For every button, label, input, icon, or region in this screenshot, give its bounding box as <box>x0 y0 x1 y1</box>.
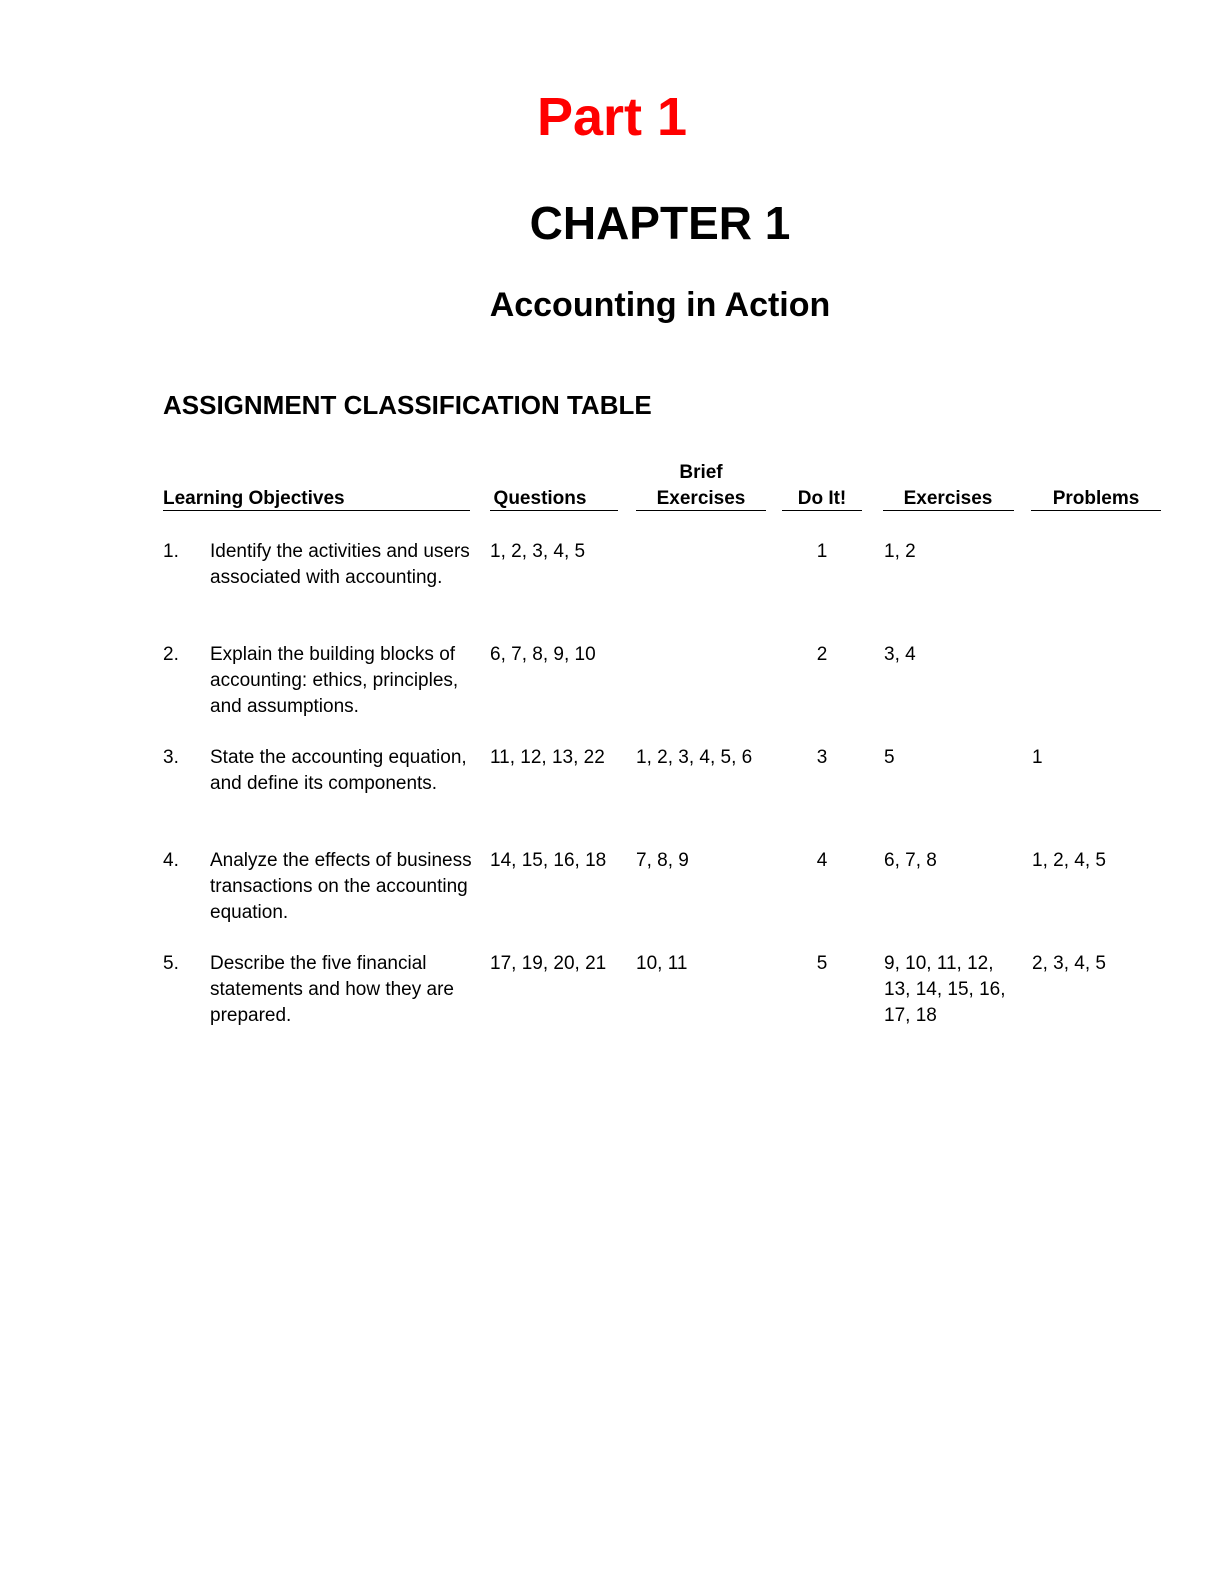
header-underline <box>163 510 470 511</box>
table-row <box>0 951 1224 1031</box>
objective-number: 3. <box>163 747 179 768</box>
questions-cell: 14, 15, 16, 18 <box>490 850 607 871</box>
exercises-cell: 6, 7, 8 <box>884 850 937 871</box>
do-it-cell: 2 <box>816 644 828 665</box>
header-underline <box>490 510 618 511</box>
do-it-cell: 5 <box>816 953 828 974</box>
problems-cell: 2, 3, 4, 5 <box>1032 953 1106 974</box>
exercises-cell: 9, 10, 11, 12, 13, 14, 15, 16, 17, 18 <box>884 953 1006 1026</box>
objective-text: Identify the activities and users associated with accounting. <box>210 541 470 588</box>
objective-text: Analyze the effects of business transactions on the accounting equation. <box>210 850 472 923</box>
questions-cell: 1, 2, 3, 4, 5 <box>490 541 586 562</box>
problems-cell: 1, 2, 4, 5 <box>1032 850 1106 871</box>
objective-text: State the accounting equation, and define its components. <box>210 747 467 794</box>
column-header-do-it: Do It! <box>797 488 847 509</box>
header-underline <box>782 510 862 511</box>
column-header-exercises: Exercises <box>903 488 993 509</box>
objective-number: 2. <box>163 644 179 665</box>
header-underline <box>636 510 766 511</box>
exercises-cell: 5 <box>884 747 895 768</box>
column-header-brief-exercises <box>636 460 766 512</box>
part-title: Part 1 <box>536 87 688 147</box>
exercises-cell: 3, 4 <box>884 644 916 665</box>
objective-number: 4. <box>163 850 179 871</box>
header-underline <box>1031 510 1161 511</box>
do-it-cell: 1 <box>816 541 828 562</box>
questions-cell: 11, 12, 13, 22 <box>490 747 605 768</box>
problems-cell: 1 <box>1032 747 1043 768</box>
brief-exercises-cell: 7, 8, 9 <box>636 850 689 871</box>
questions-cell: 17, 19, 20, 21 <box>490 953 607 974</box>
brief-exercises-cell: 10, 11 <box>636 953 688 974</box>
section-title: ASSIGNMENT CLASSIFICATION TABLE <box>163 390 652 420</box>
column-header-brief-exercises-line2: Exercises <box>656 488 746 509</box>
objective-text: Describe the five financial statements and how they are prepared. <box>210 953 454 1026</box>
do-it-cell: 3 <box>816 747 828 768</box>
header-underline <box>883 510 1014 511</box>
objective-number: 5. <box>163 953 179 974</box>
exercises-cell: 1, 2 <box>884 541 916 562</box>
chapter-title: Accounting in Action <box>489 286 831 324</box>
table-row <box>0 642 1224 722</box>
objective-text: Explain the building blocks of accounting: ethics, principles, and assumptions. <box>210 644 459 717</box>
column-header-brief-exercises-line1: Brief <box>679 462 723 483</box>
questions-cell: 6, 7, 8, 9, 10 <box>490 644 596 665</box>
column-header-problems: Problems <box>1052 488 1140 509</box>
table-row <box>0 848 1224 928</box>
column-header-questions: Questions <box>493 488 587 509</box>
brief-exercises-cell: 1, 2, 3, 4, 5, 6 <box>636 747 753 768</box>
objective-number: 1. <box>163 541 179 562</box>
table-row <box>0 745 1224 825</box>
chapter-heading: CHAPTER 1 <box>529 197 791 249</box>
column-header-learning-objectives: Learning Objectives <box>163 488 345 509</box>
do-it-cell: 4 <box>816 850 828 871</box>
table-row <box>0 539 1224 619</box>
